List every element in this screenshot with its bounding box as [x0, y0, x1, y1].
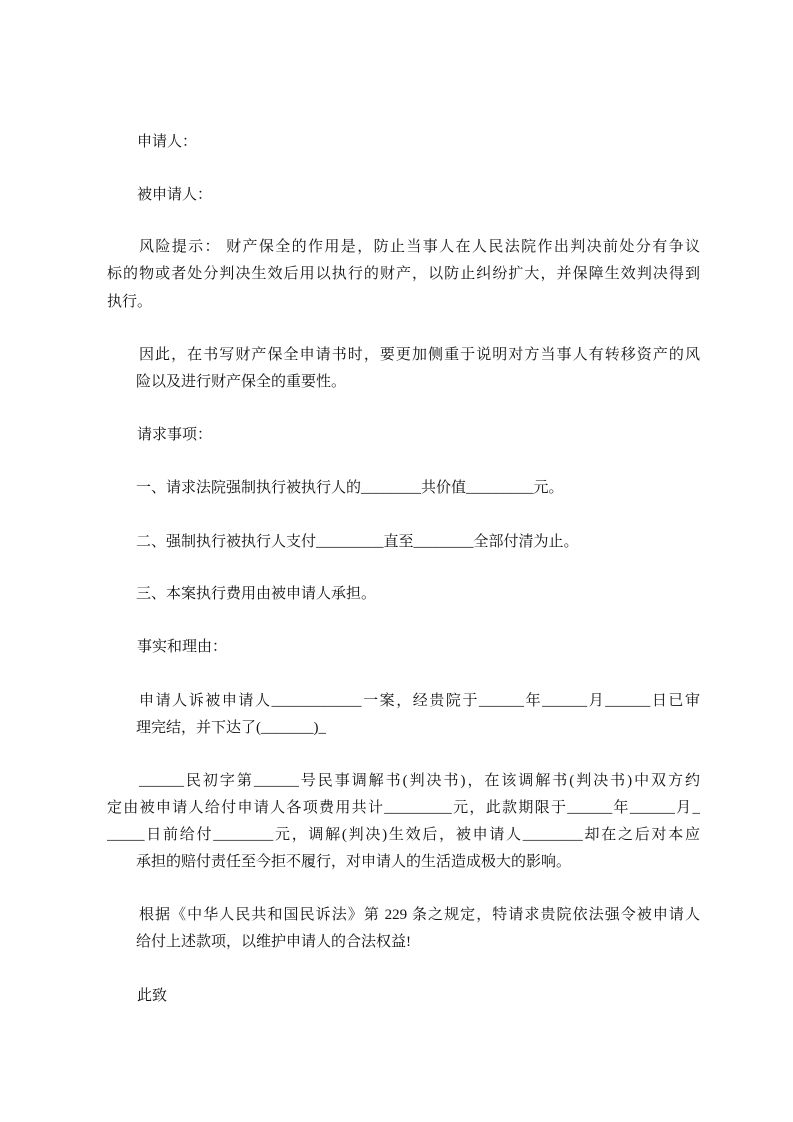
mediation-line: _____日前给付________元，调解(判决)生效后，被申请人________却在之后对本应	[107, 827, 700, 843]
claim-item-1: 一、请求法院强制执行被执行人的________共价值_________元。	[136, 480, 564, 496]
facts-heading: 事实和理由：	[137, 639, 228, 655]
therefore-line: 因此，在书写财产保全申请书时，要更加侧重于说明对方当事人有转移资产的风	[139, 347, 700, 363]
mediation-line: 定由被申请人给付申请人各项费用共计_________元，此款期限于______年______月_	[107, 800, 700, 816]
applicant-label: 申请人：	[137, 134, 198, 150]
closing-salutation: 此致	[137, 988, 168, 1004]
case-history-line: 理完结，并下达了(_______)_	[136, 720, 326, 736]
claims-heading: 请求事项：	[137, 427, 213, 443]
risk-notice-line: 风险提示： 财产保全的作用是，防止当事人在人民法院作出判决前处分有争议	[139, 239, 700, 255]
risk-notice-line: 执行。	[107, 294, 153, 310]
respondent-label: 被申请人：	[137, 187, 213, 203]
claim-item-3: 三、本案执行费用由被申请人承担。	[136, 586, 377, 602]
legal-basis-line: 给付上述款项，以维护申请人的合法权益!	[136, 934, 411, 950]
claim-item-2: 二、强制执行被执行人支付_________直至________全部付清为止。	[136, 534, 579, 550]
mediation-line: 承担的赔付责任至今拒不履行，对申请人的生活造成极大的影响。	[136, 854, 572, 870]
case-history-line: 申请人诉被申请人____________一案，经贵院于______年______月______日已审	[139, 693, 700, 709]
risk-notice-line: 标的物或者处分判决生效后用以执行的财产，以防止纠纷扩大，并保障生效判决得到	[107, 266, 700, 282]
therefore-line: 险以及进行财产保全的重要性。	[136, 374, 347, 390]
legal-basis-line: 根据《中华人民共和国民诉法》第 229 条之规定，特请求贵院依法强令被申请人	[139, 907, 700, 923]
mediation-line: ______民初字第______号民事调解书(判决书)，在该调解书(判决书)中双方约	[139, 773, 700, 789]
